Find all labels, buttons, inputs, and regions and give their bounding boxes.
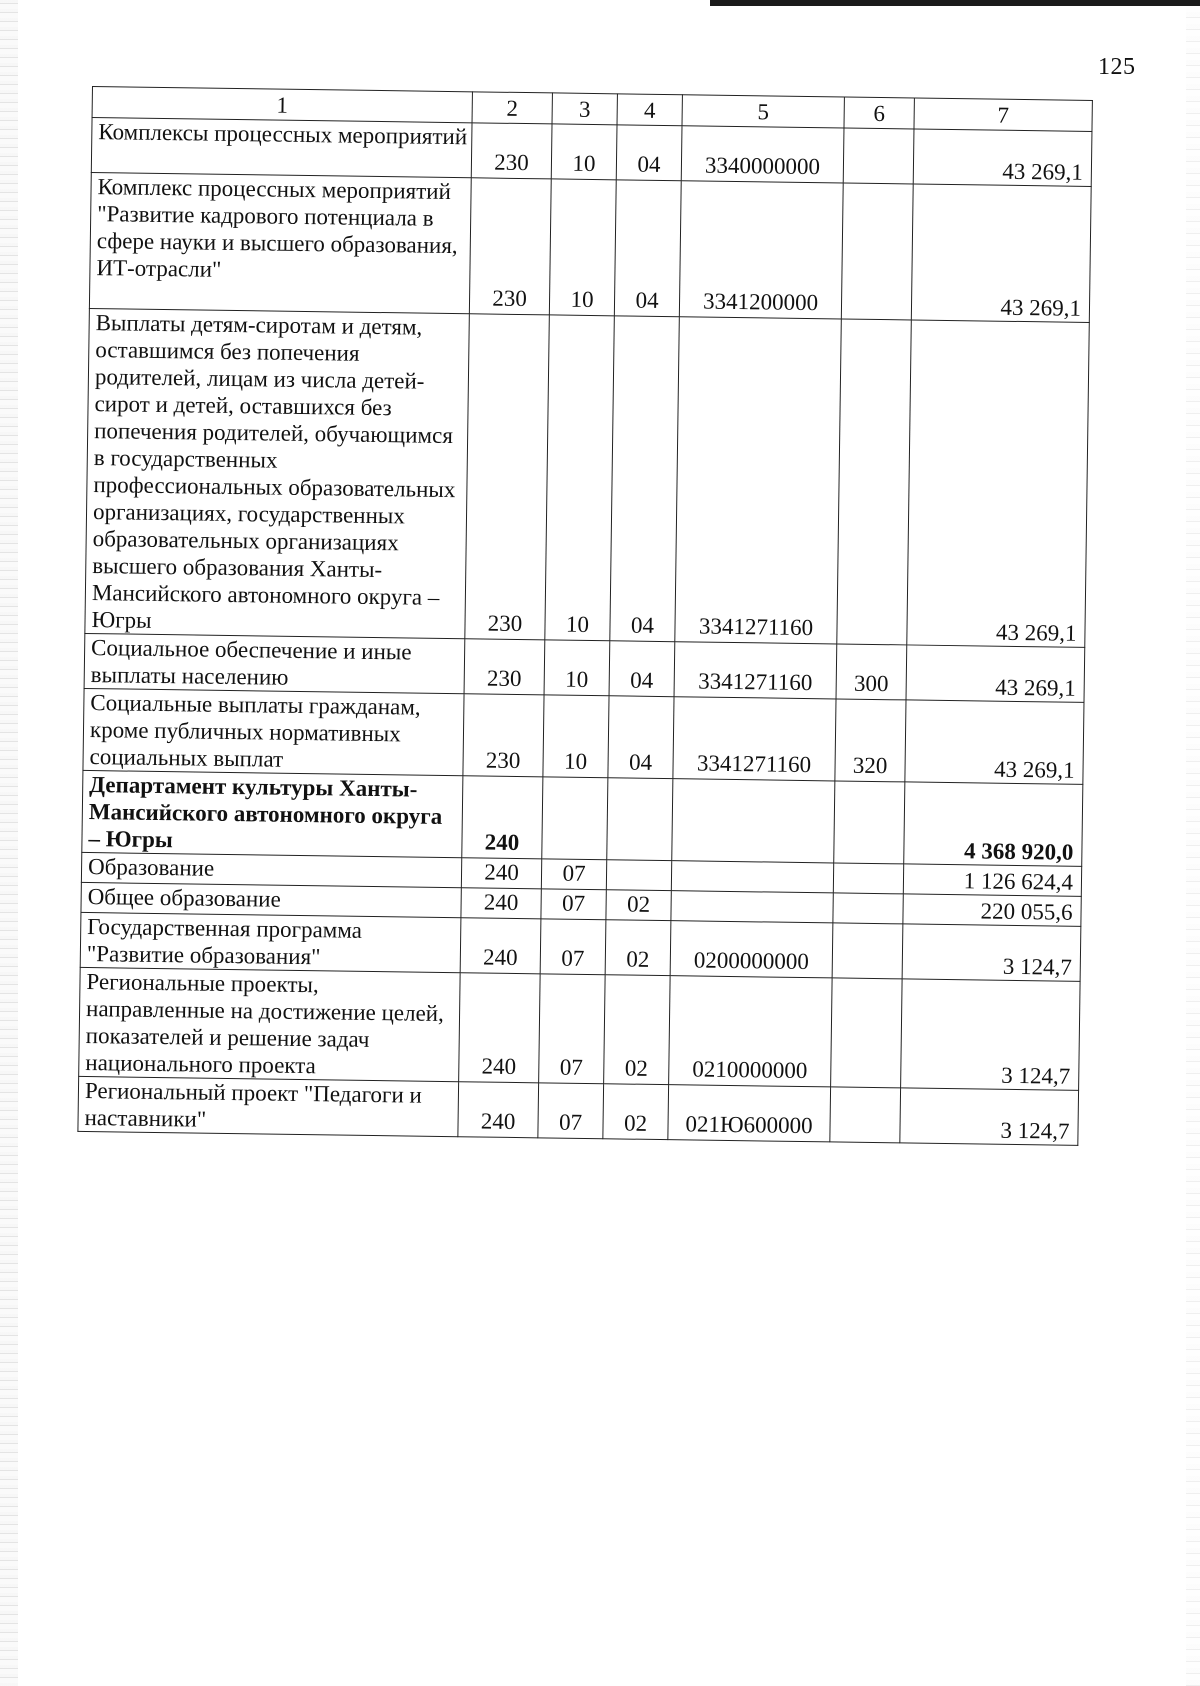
row-code-5: 3340000000 bbox=[681, 126, 844, 183]
row-code-5: 3341271160 bbox=[675, 317, 842, 644]
header-col-4: 4 bbox=[617, 94, 682, 126]
row-code-3: 07 bbox=[538, 1083, 604, 1139]
row-code-3: 07 bbox=[541, 889, 606, 920]
row-code-3: 10 bbox=[543, 695, 609, 778]
row-code-6 bbox=[843, 128, 914, 184]
row-code-2: 230 bbox=[465, 314, 550, 640]
table-body bbox=[78, 118, 1092, 1146]
header-col-2: 2 bbox=[472, 92, 552, 124]
row-name: Региональный проект "Педагоги и наставники" bbox=[78, 1076, 459, 1136]
row-code-6 bbox=[833, 893, 903, 924]
row-code-6: 320 bbox=[835, 699, 906, 782]
row-code-6 bbox=[837, 319, 912, 645]
row-amount: 4 368 920,0 bbox=[904, 782, 1083, 866]
row-name: Социальное обеспечение и иные выплаты населению bbox=[84, 633, 465, 693]
row-code-6 bbox=[834, 781, 905, 864]
row-amount: 220 055,6 bbox=[903, 894, 1081, 926]
row-amount: 1 126 624,4 bbox=[903, 864, 1081, 896]
row-code-4: 04 bbox=[616, 125, 682, 181]
scan-right-edge bbox=[1186, 0, 1200, 1686]
row-code-4: 04 bbox=[614, 180, 681, 317]
row-code-3: 10 bbox=[545, 315, 615, 641]
row-amount: 3 124,7 bbox=[900, 1088, 1079, 1145]
row-code-2: 240 bbox=[459, 973, 541, 1083]
row-code-4 bbox=[606, 860, 671, 891]
page-number: 125 bbox=[1098, 54, 1136, 80]
row-code-2: 240 bbox=[461, 858, 541, 889]
row-name: Выплаты детям-сиротам и детям, оставшимся без попечения родителей, лицам из числа детей-сирот и детей, оставшихся без попечения родителей, обучающимся в государственных профессиональных образовательных организациях, государственных образовательных организациях высшего образования Ханты-Мансийского автономного округа – Югры bbox=[85, 308, 470, 638]
row-amount: 43 269,1 bbox=[906, 645, 1085, 702]
row-code-4: 04 bbox=[610, 316, 680, 642]
row-code-5 bbox=[671, 891, 833, 923]
row-code-5: 0210000000 bbox=[669, 976, 833, 1087]
row-code-3: 07 bbox=[540, 919, 606, 975]
row-name: Департамент культуры Ханты-Мансийского автономного округа – Югры bbox=[82, 770, 463, 857]
table-row bbox=[79, 967, 1080, 1090]
row-code-6: 300 bbox=[836, 644, 907, 700]
budget-table bbox=[77, 86, 1093, 1146]
row-code-4 bbox=[607, 778, 673, 861]
table-row bbox=[85, 308, 1089, 647]
row-code-4: 02 bbox=[604, 975, 671, 1085]
row-code-6 bbox=[841, 183, 913, 320]
row-code-5: 0200000000 bbox=[670, 921, 833, 978]
scan-left-edge bbox=[0, 0, 18, 1686]
row-code-6 bbox=[833, 863, 903, 894]
row-name: Региональные проекты, направленные на достижение целей, показателей и решение задач национального проекта bbox=[79, 967, 460, 1081]
row-code-3: 10 bbox=[551, 124, 617, 180]
row-code-2: 240 bbox=[458, 1082, 539, 1138]
row-name: Социальные выплаты гражданам, кроме публичных нормативных социальных выплат bbox=[83, 688, 464, 775]
row-name: Государственная программа "Развитие образования" bbox=[80, 912, 461, 972]
row-code-5 bbox=[671, 861, 833, 893]
scan-top-bar bbox=[710, 0, 1200, 6]
row-code-2: 240 bbox=[461, 888, 541, 919]
header-col-7: 7 bbox=[914, 98, 1092, 131]
header-col-1: 1 bbox=[92, 87, 472, 123]
row-amount: 43 269,1 bbox=[911, 184, 1091, 322]
row-name: Общее образование bbox=[81, 882, 461, 917]
row-name: Комплекс процессных мероприятий "Развитие кадрового потенциала в сфере науки и высшего образования, ИТ-отрасли" bbox=[89, 172, 471, 313]
row-code-3: 10 bbox=[544, 640, 610, 696]
row-code-5: 3341271160 bbox=[674, 642, 837, 699]
row-code-2: 240 bbox=[462, 776, 543, 859]
row-code-3: 07 bbox=[541, 859, 606, 890]
row-code-4: 02 bbox=[603, 1084, 669, 1140]
row-code-4: 02 bbox=[605, 920, 671, 976]
row-amount: 3 124,7 bbox=[901, 979, 1081, 1090]
row-code-4: 02 bbox=[606, 890, 671, 921]
row-amount: 43 269,1 bbox=[907, 320, 1090, 647]
row-code-4: 04 bbox=[609, 641, 675, 697]
row-code-6 bbox=[830, 1087, 901, 1143]
row-code-6 bbox=[831, 978, 903, 1088]
row-code-4: 04 bbox=[608, 696, 674, 779]
header-col-3: 3 bbox=[552, 93, 617, 125]
row-code-2: 240 bbox=[460, 918, 541, 974]
row-code-2: 230 bbox=[463, 694, 544, 777]
row-code-2: 230 bbox=[469, 178, 551, 315]
row-code-3: 10 bbox=[549, 179, 616, 316]
row-code-5 bbox=[672, 779, 835, 863]
row-code-5: 3341200000 bbox=[679, 181, 843, 319]
row-amount: 3 124,7 bbox=[902, 924, 1081, 981]
table-row bbox=[83, 688, 1084, 784]
row-code-5: 021Ю600000 bbox=[668, 1085, 831, 1142]
row-name: Комплексы процессных мероприятий bbox=[91, 118, 472, 178]
row-amount: 43 269,1 bbox=[905, 700, 1084, 784]
row-amount: 43 269,1 bbox=[913, 129, 1092, 186]
table-row bbox=[89, 172, 1091, 322]
header-col-6: 6 bbox=[844, 97, 914, 129]
row-code-5: 3341271160 bbox=[673, 697, 836, 781]
row-code-3 bbox=[542, 777, 608, 860]
table-row-department bbox=[82, 770, 1083, 866]
row-code-3: 07 bbox=[539, 974, 606, 1084]
header-col-5: 5 bbox=[682, 95, 844, 128]
row-name: Образование bbox=[81, 852, 461, 887]
row-code-2: 230 bbox=[464, 639, 545, 695]
row-code-6 bbox=[832, 923, 903, 979]
row-code-2: 230 bbox=[471, 123, 552, 179]
